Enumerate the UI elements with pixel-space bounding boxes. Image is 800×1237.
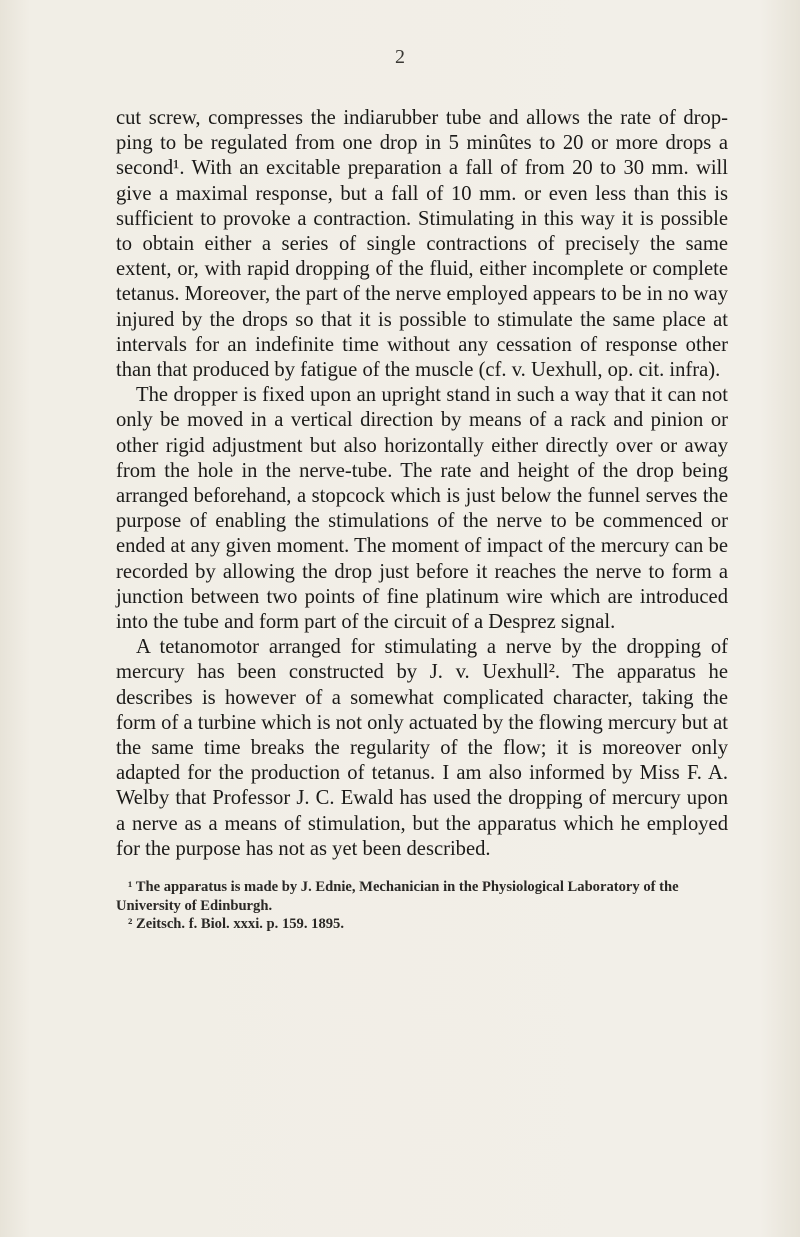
page-number: 2 [395, 46, 405, 68]
paragraph: A tetanomotor arranged for stimulating a nerve by the dropping of mercury has been constructed by J. v. Uexhull². The apparatus he describes is however of a somewhat complicated character, taking the form of a turbine which is not only actuated by the flowing mercury but at the same time breaks the regularity of the flow; it is moreover only adapted for the production of tetanus. I am also informed by Miss F. A. Welby that Professor J. C. Ewald has used the dropping of mercury upon a nerve as a means of stimulation, but the apparatus which he employed for the purpose has not as yet been described. [116, 636, 728, 860]
paragraph: The dropper is fixed upon an upright stand in such a way that it can not only be moved in a vertical direction by means of a rack and pinion or other rigid adjustment but also horizontally either directly over or away from the hole in the nerve-tube. The rate and height of the drop being arranged beforehand, a stopcock which is just below the funnel serves the purpose of enabling the stimulations of the nerve to be commenced or ended at any given moment. The moment of impact of the mercury can be recorded by allowing the drop just before it reaches the nerve to form a junction between two points of fine platinum wire which are introduced into the tube and form part of the circuit of a Desprez signal. [116, 384, 728, 634]
body-text [116, 106, 728, 862]
footnotes [116, 878, 728, 934]
footnote: ¹ The apparatus is made by J. Ednie, Mechanician in the Physiological Laboratory of the University of Edinburgh. [116, 879, 679, 914]
footnote: ² Zeitsch. f. Biol. xxxi. p. 159. 1895. [128, 916, 344, 933]
paragraph: cut screw, compresses the indiarubber tube and allows the rate of dropping to be regulated from one drop in 5 minûtes to 20 or more drops a second¹. With an excitable preparation a fall of from 20 to 30 mm. will give a maximal response, but a fall of 10 mm. or even less than this is sufficient to provoke a contraction. Stimulating in this way it is possible to obtain either a series of single contractions of precisely the same extent, or, with rapid dropping of the fluid, either incomplete or complete tetanus. Moreover, the part of the nerve employed appears to be in no way injured by the drops so that it is possible to stimulate the same place at intervals for an indefinite time without any cessation of response other than that produced by fatigue of the muscle (cf. v. Uexhull, op. cit. infra). [116, 107, 728, 382]
